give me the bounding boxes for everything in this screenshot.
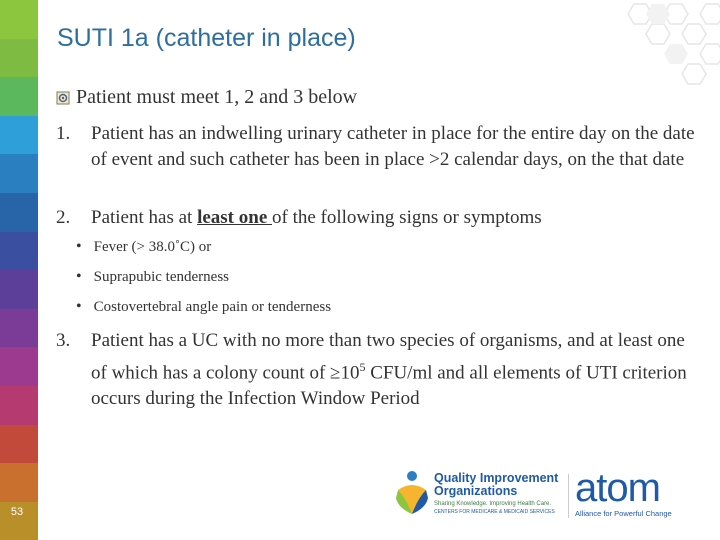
stripe-segment (0, 116, 38, 155)
criterion-number: 1. (56, 123, 71, 144)
color-stripe (0, 0, 38, 540)
qio-logo-icon (392, 468, 432, 522)
stripe-segment (0, 193, 38, 232)
criterion-text: Patient has a UC with no more than two species of organisms, and at least one of which has a colony count of $\ge 10^5$ CFU/ml and all elements of UTI criterion occurs during the Infection Window Period (91, 330, 687, 410)
stripe-segment (0, 386, 38, 425)
bullet-icon: • (76, 298, 82, 315)
stripe-segment (0, 463, 38, 502)
criterion-text: Patient has at least one of the following signs or symptoms (91, 207, 542, 228)
stripe-segment (0, 77, 38, 116)
symptom-text: Fever (> 38.0˚C) or (93, 238, 212, 255)
footer-logos (392, 468, 702, 524)
symptom-item (76, 268, 229, 286)
qio-logo-text: Quality Improvement Organizations Sharing Knowledge. Improving Health Care. CENTERS FOR MEDICARE & MEDICAID SERVICES (434, 471, 559, 515)
intro-text: Patient must meet 1, 2 and 3 below (76, 86, 358, 108)
criterion-text: Patient has an indwelling urinary catheter in place for the entire day on the date of event and such catheter has been in place >2 calendar days, on the that date (91, 123, 695, 170)
hexagon-decoration (550, 0, 720, 90)
stripe-segment (0, 425, 38, 464)
criterion-number: 2. (56, 207, 71, 228)
slide-title: SUTI 1a (catheter in place) (57, 24, 356, 52)
symptom-item (76, 298, 331, 316)
gear-bullet-icon (56, 91, 70, 105)
stripe-segment (0, 347, 38, 386)
atom-logo: atom Alliance for Powerful Change (575, 466, 672, 518)
stripe-segment (0, 0, 38, 39)
stripe-segment (0, 39, 38, 78)
emphasis-least-one: least one (197, 207, 272, 228)
bullet-icon: • (76, 268, 82, 285)
criterion-number: 3. (56, 330, 71, 351)
stripe-segment (0, 154, 38, 193)
bullet-icon: • (76, 238, 82, 255)
intro-line (56, 86, 357, 109)
symptom-item (76, 238, 211, 256)
symptom-text: Suprapubic tenderness (93, 268, 229, 285)
symptom-text: Costovertebral angle pain or tenderness (93, 298, 332, 315)
page-number: 53 (10, 506, 24, 518)
stripe-segment (0, 232, 38, 271)
stripe-segment (0, 270, 38, 309)
stripe-segment (0, 309, 38, 348)
logo-divider (568, 474, 569, 518)
